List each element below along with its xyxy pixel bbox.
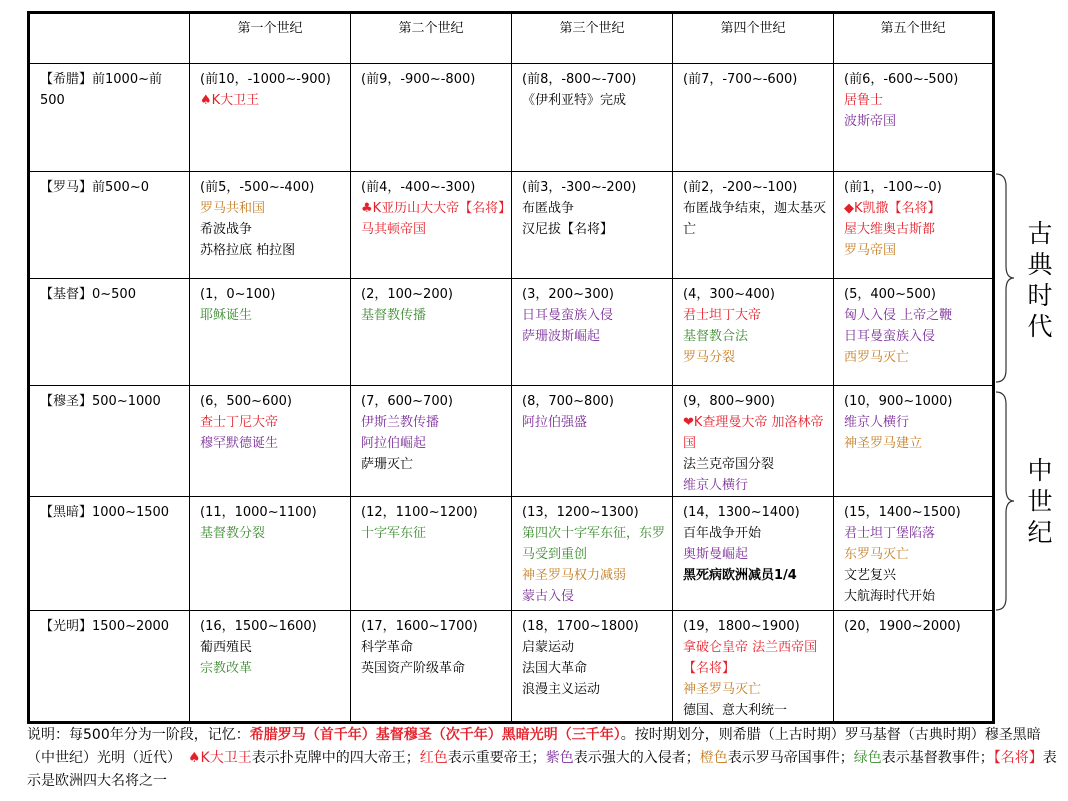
note-green-word: 绿色 [853, 750, 882, 766]
century-range-text: (14，1300~1400) [683, 505, 800, 520]
event-text: 神圣罗马权力减弱 [522, 568, 627, 583]
event-text: 基督教分裂 [200, 526, 266, 541]
century-range-text: (11，1000~1100) [200, 505, 317, 520]
event-text: 葡西殖民 [200, 640, 253, 655]
century-cell [512, 172, 673, 279]
event-text: 基督教合法 [683, 329, 749, 344]
note-purple-word: 紫色 [545, 750, 574, 766]
event-text: 屋大维奥古斯都 [844, 222, 936, 237]
century-cell [834, 64, 994, 172]
note-periods: 。按时期划分，则希腊（上古时期）罗马基督（古典时期）穆圣黑暗（中世纪）光明（近代） [27, 727, 1041, 766]
note-mnemonic: 希腊罗马（首千年）基督穆圣（次千年）黑暗光明（三千年） [249, 727, 621, 743]
classical-era-label [1024, 218, 1056, 342]
note-poker-kings: 表示扑克牌中的四大帝王； [251, 750, 420, 766]
event-text: 罗马共和国 [200, 201, 266, 216]
century-range-text: (20，1900~2000) [844, 619, 961, 634]
century-cell [673, 172, 834, 279]
event-text: 布匿战争结束，迦太基灭亡 [683, 201, 827, 237]
event-text: 法兰克帝国分裂 [683, 457, 775, 472]
event-text: 启蒙运动 [522, 640, 575, 655]
century-cell [351, 611, 512, 723]
event-text: 波斯帝国 [844, 114, 897, 129]
event-text: 居鲁士 [844, 93, 884, 108]
event-text: 英国资产阶级革命 [361, 661, 466, 676]
century-range-text: (前1，-100~-0) [844, 180, 942, 195]
medieval-era-brace [994, 390, 1016, 612]
event-text: 百年战争开始 [683, 526, 762, 541]
event-text: 罗马分裂 [683, 350, 736, 365]
event-text: 穆罕默德诞生 [200, 436, 279, 451]
century-header-row [29, 13, 994, 64]
event-text: 科学革命 [361, 640, 414, 655]
event-text: 黑死病欧洲减员1/4 [683, 568, 797, 583]
century-range-text: (前4，-400~-300) [361, 180, 476, 195]
classical-era-text: 古典时代 [1027, 219, 1053, 341]
event-text: 日耳曼蛮族入侵 [844, 329, 936, 344]
century-cell [512, 279, 673, 386]
event-text: 萨珊灭亡 [361, 457, 414, 472]
event-text: 基督教传播 [361, 308, 427, 323]
event-text: 维京人横行 [844, 415, 910, 430]
century-cell [834, 386, 994, 497]
century-cell [834, 172, 994, 279]
century-cell [834, 611, 994, 723]
century-range-text: (17，1600~1700) [361, 619, 478, 634]
century-cell [834, 497, 994, 611]
century-header-1: 第一个世纪 [190, 13, 351, 64]
century-cell [351, 64, 512, 172]
event-text: ◆K凯撒【名将】 [844, 201, 941, 216]
note-general-tag: 【名将】 [993, 750, 1043, 766]
event-text: 君士坦丁大帝 [683, 308, 762, 323]
period-label-cell: 【光明】1500~2000 [29, 611, 190, 723]
century-cell [673, 611, 834, 723]
century-range-text: (8，700~800) [522, 394, 614, 409]
classical-era-brace [994, 172, 1016, 384]
century-cell [190, 279, 351, 386]
event-text: 伊斯兰教传播 [361, 415, 440, 430]
century-range-text: (前10，-1000~-900) [200, 72, 331, 87]
century-cell [351, 497, 512, 611]
century-range-text: (18，1700~1800) [522, 619, 639, 634]
event-text: 希波战争 [200, 222, 253, 237]
century-range-text: (前9，-900~-800) [361, 72, 476, 87]
century-cell [351, 279, 512, 386]
event-text: 罗马帝国 [844, 243, 897, 258]
century-range-text: (前8，-800~-700) [522, 72, 637, 87]
event-text: ♣K亚历山大大帝【名将】马其顿帝国 [361, 201, 505, 237]
event-text: 阿拉伯崛起 [361, 436, 427, 451]
event-text: 《伊利亚特》完成 [522, 93, 627, 108]
century-cell [512, 611, 673, 723]
event-text: 奥斯曼崛起 [683, 547, 749, 562]
period-label-cell: 【罗马】前500~0 [29, 172, 190, 279]
century-range-text: (2，100~200) [361, 287, 453, 302]
event-text: 拿破仑皇帝 法兰西帝国【名将】 [683, 640, 818, 676]
century-range-text: (前7，-700~-600) [683, 72, 798, 87]
century-cell [190, 64, 351, 172]
century-range-text: (4，300~400) [683, 287, 775, 302]
event-text: 汉尼拔【名将】 [522, 222, 614, 237]
century-range-text: (7，600~700) [361, 394, 453, 409]
event-text: 东罗马灭亡 [844, 547, 910, 562]
event-text: ♠K大卫王 [200, 93, 260, 108]
century-cell [673, 279, 834, 386]
period-label-cell: 【穆圣】500~1000 [29, 386, 190, 497]
note-purple-meaning: 表示强大的入侵者； [573, 750, 700, 766]
note-orange-word: 橙色 [699, 750, 728, 766]
history-timeline-table [27, 11, 995, 724]
century-cell [512, 386, 673, 497]
century-cell [834, 279, 994, 386]
event-text: 君士坦丁堡陷落 [844, 526, 936, 541]
century-range-text: (1，0~100) [200, 287, 276, 302]
event-text: 神圣罗马建立 [844, 436, 923, 451]
century-cell [190, 611, 351, 723]
event-text: 萨珊波斯崛起 [522, 329, 601, 344]
century-cell [673, 497, 834, 611]
event-text: 查士丁尼大帝 [200, 415, 279, 430]
event-text: 大航海时代开始 [844, 589, 936, 604]
note-red-meaning: 表示重要帝王； [447, 750, 546, 766]
century-cell [512, 64, 673, 172]
note-spade-king: ♠K大卫王 [188, 750, 252, 766]
century-range-text: (前2，-200~-100) [683, 180, 798, 195]
note-intro: 说明：每500年分为一阶段，记忆： [27, 727, 250, 743]
note-green-meaning: 表示基督教事件； [881, 750, 994, 766]
event-text: 维京人横行 [683, 478, 749, 493]
century-cell [673, 386, 834, 497]
table-row [29, 386, 994, 497]
note-general-meaning: 表示是欧洲四大名将之一 [27, 750, 1057, 789]
century-range-text: (5，400~500) [844, 287, 936, 302]
century-range-text: (10，900~1000) [844, 394, 953, 409]
event-text: 浪漫主义运动 [522, 682, 601, 697]
century-header-4: 第四个世纪 [673, 13, 834, 64]
table-row [29, 611, 994, 723]
event-text: 阿拉伯强盛 [522, 415, 588, 430]
event-text: 法国大革命 [522, 661, 588, 676]
century-range-text: (12，1100~1200) [361, 505, 478, 520]
event-text: 匈人入侵 上帝之鞭 [844, 308, 953, 323]
century-range-text: (前3，-300~-200) [522, 180, 637, 195]
century-header-5: 第五个世纪 [834, 13, 994, 64]
header-corner-cell [29, 13, 190, 64]
century-range-text: (前5，-500~-400) [200, 180, 315, 195]
note-red-word: 红色 [419, 750, 448, 766]
table-row [29, 172, 994, 279]
century-range-text: (3，200~300) [522, 287, 614, 302]
century-range-text: (9，800~900) [683, 394, 775, 409]
event-text: 蒙古入侵 [522, 589, 575, 604]
century-range-text: (19，1800~1900) [683, 619, 800, 634]
century-range-text: (前6，-600~-500) [844, 72, 959, 87]
event-text: 布匿战争 [522, 201, 575, 216]
note-orange-meaning: 表示罗马帝国事件； [727, 750, 854, 766]
century-header-2: 第二个世纪 [351, 13, 512, 64]
century-cell [351, 386, 512, 497]
century-cell [190, 497, 351, 611]
century-cell [190, 172, 351, 279]
legend-note [27, 724, 1057, 793]
century-range-text: (6，500~600) [200, 394, 292, 409]
event-text: 苏格拉底 柏拉图 [200, 243, 296, 258]
event-text: 文艺复兴 [844, 568, 897, 583]
medieval-era-label [1024, 455, 1056, 548]
event-text: 十字军东征 [361, 526, 427, 541]
event-text: 德国、意大利统一 [683, 703, 788, 718]
period-label-cell: 【希腊】前1000~前500 [29, 64, 190, 172]
period-label-cell: 【基督】0~500 [29, 279, 190, 386]
table-row [29, 497, 994, 611]
event-text: ❤K查理曼大帝 加洛林帝国 [683, 415, 824, 451]
table-row [29, 279, 994, 386]
table-body [29, 64, 994, 723]
event-text: 宗教改革 [200, 661, 253, 676]
century-cell [673, 64, 834, 172]
century-cell [190, 386, 351, 497]
century-cell [512, 497, 673, 611]
event-text: 西罗马灭亡 [844, 350, 910, 365]
century-range-text: (15，1400~1500) [844, 505, 961, 520]
century-range-text: (16，1500~1600) [200, 619, 317, 634]
medieval-era-text: 中世纪 [1027, 456, 1053, 547]
century-header-3: 第三个世纪 [512, 13, 673, 64]
event-text: 第四次十字军东征，东罗马受到重创 [522, 526, 666, 562]
event-text: 耶稣诞生 [200, 308, 253, 323]
table-row [29, 64, 994, 172]
century-cell [351, 172, 512, 279]
century-range-text: (13，1200~1300) [522, 505, 639, 520]
event-text: 日耳曼蛮族入侵 [522, 308, 614, 323]
period-label-cell: 【黑暗】1000~1500 [29, 497, 190, 611]
event-text: 神圣罗马灭亡 [683, 682, 762, 697]
